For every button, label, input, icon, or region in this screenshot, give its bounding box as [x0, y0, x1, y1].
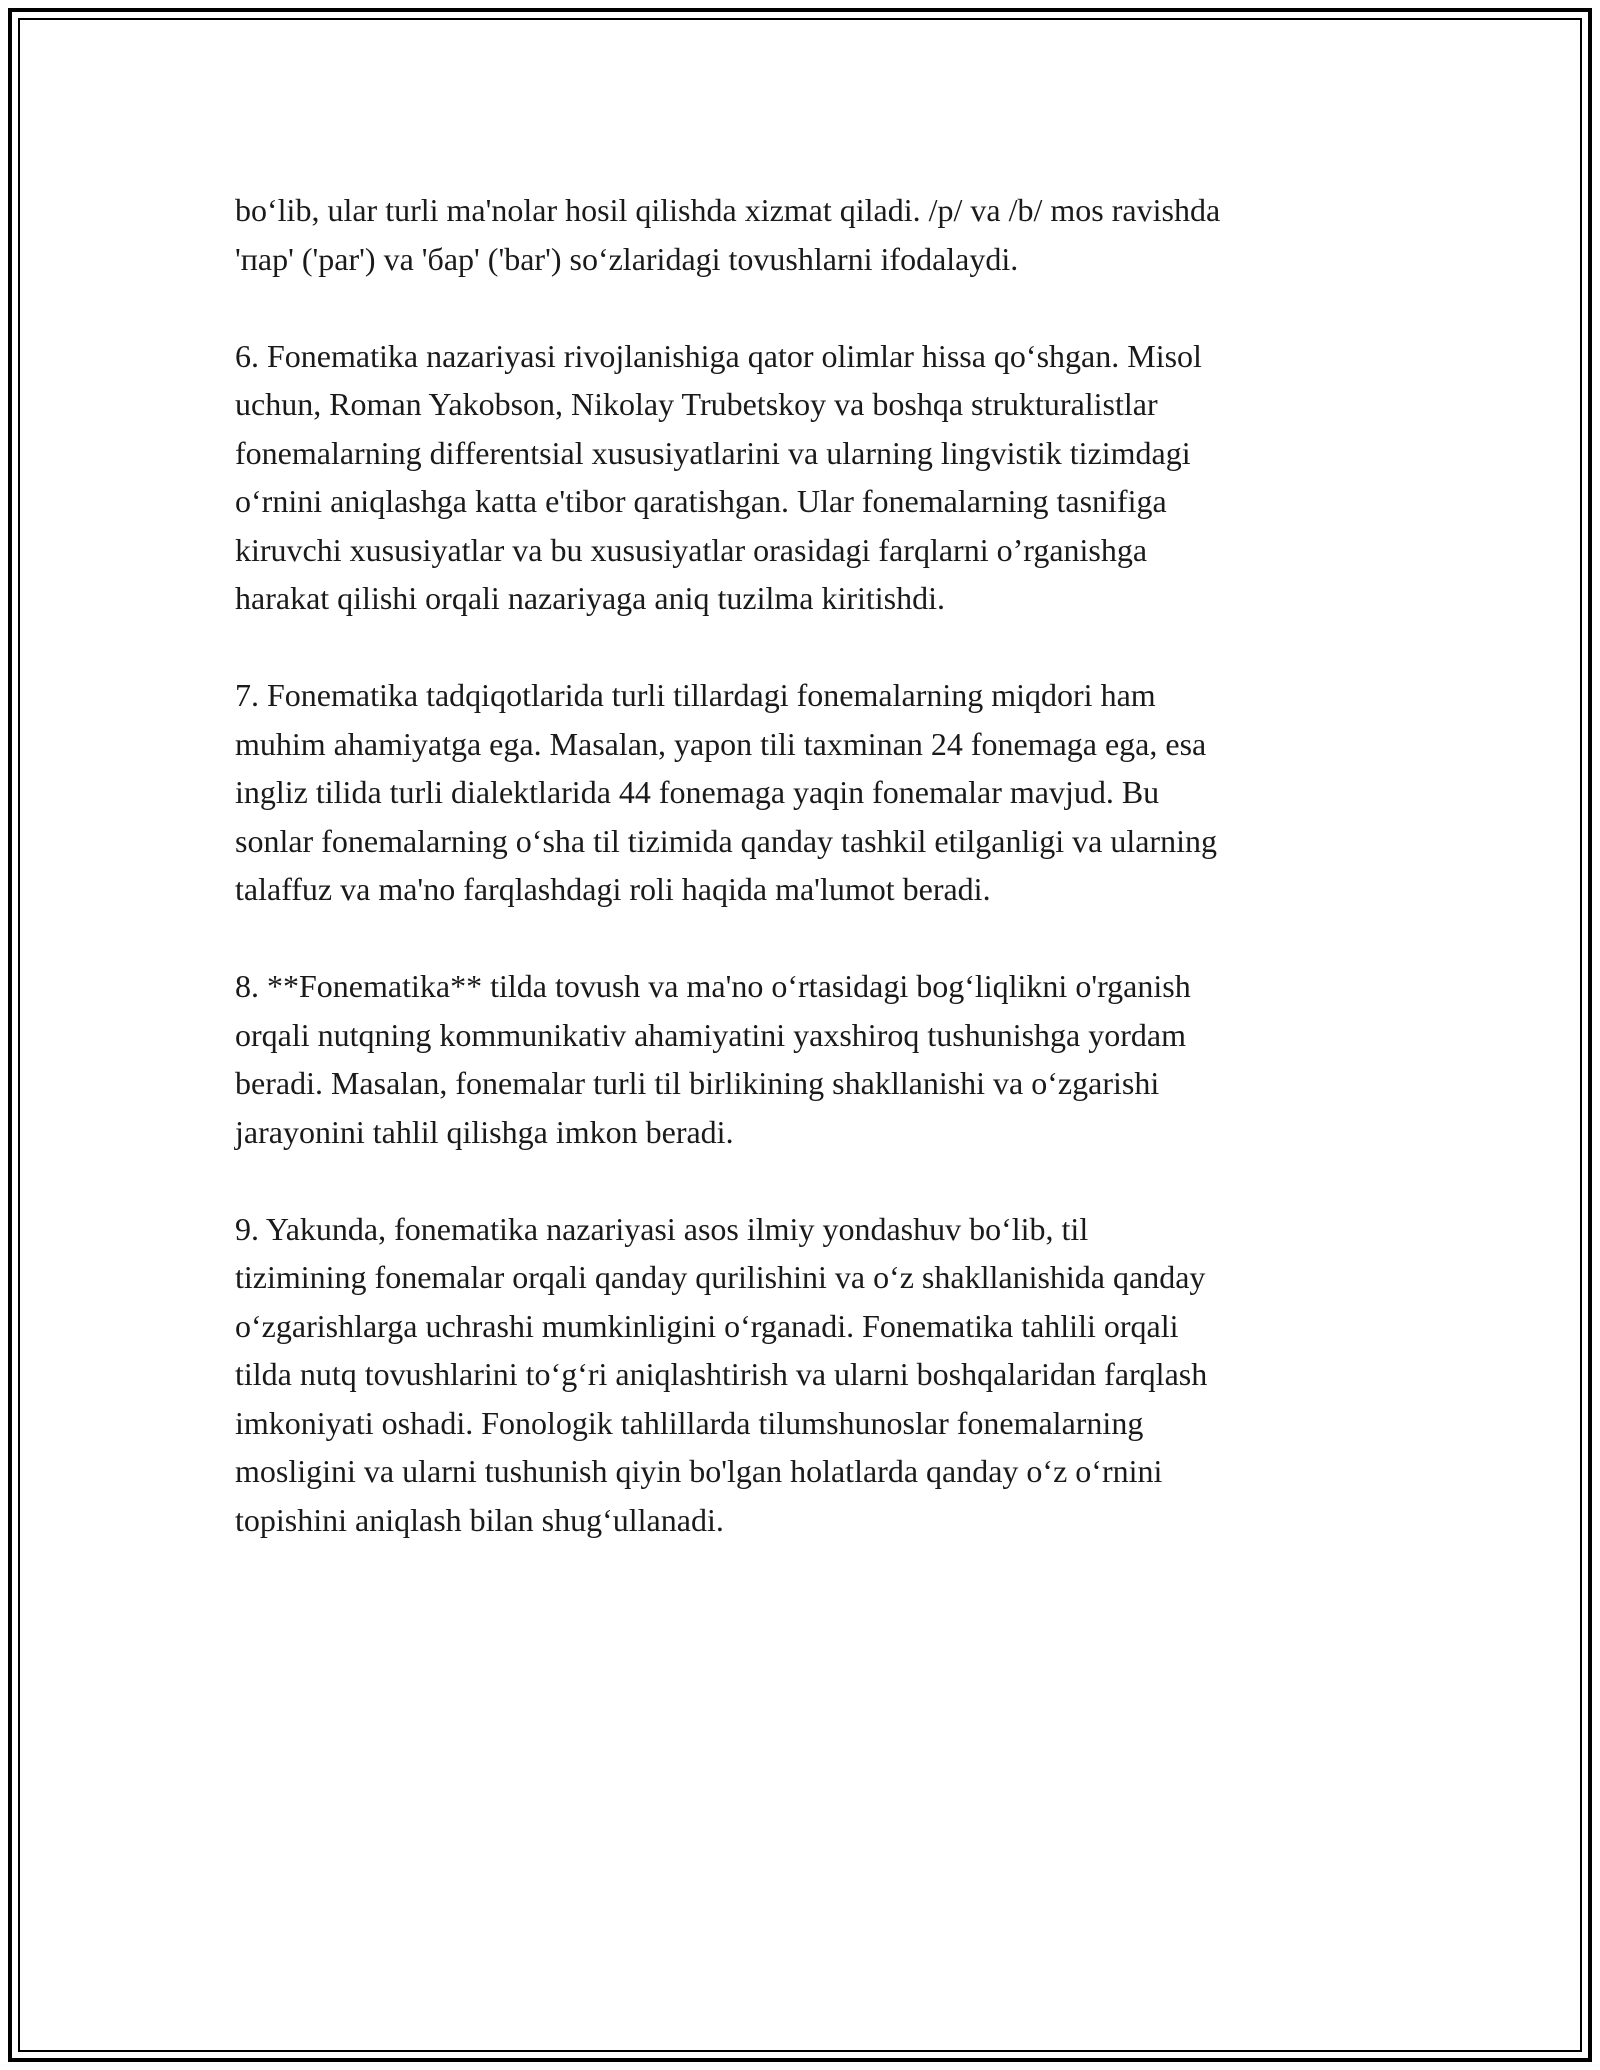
paragraph-6: 6. Fonematika nazariyasi rivojlanishiga qator olimlar hissa qo‘shgan. Misol uchun, Roman Yakobson, Nikolay Trubetskoy va boshqa strukturalistlar fonemalarning differentsial xususiyatlarini va ularning lingvistik tizimdagi o‘rnini aniqlashga katta e'tibor qaratishgan. Ular fonemalarning tasnifiga kiruvchi xususiyatlar va bu xususiyatlar orasidagi farqlarni o’rganishga harakat qilishi orqali nazariyaga aniq tuzilma kiritishdi.: [235, 337, 1202, 616]
paragraph-9: 9. Yakunda, fonematika nazariyasi asos ilmiy yondashuv bo‘lib, til tizimining fonemalar orqali qanday qurilishini va o‘z shakllanishida qanday o‘zgarishlarga uchrashi mumkinligini o‘rganadi. Fonematika tahlili orqali tilda nutq tovushlarini to‘g‘ri aniqlashtirish va ularni boshqalaridan farqlash imkoniyati oshadi. Fonologik tahlillarda tilumshunoslar fonemalarning mosligini va ularni tushunish qiyin bo'lgan holatlarda qanday o‘z o‘rnini topishini aniqlash bilan shug‘ullanadi.: [235, 1210, 1208, 1538]
document-body: [235, 186, 1385, 1593]
paragraph-8: 8. **Fonematika** tilda tovush va ma'no o‘rtasidagi bog‘liqlikni o'rganish orqali nutqning kommunikativ ahamiyatini yaxshiroq tushunishga yordam beradi. Masalan, fonemalar turli til birlikining shakllanishi va o‘zgarishi jarayonini tahlil qilishga imkon beradi.: [235, 968, 1191, 1150]
paragraph-7: 7. Fonematika tadqiqotlarida turli tillardagi fonemalarning miqdori ham muhim ahamiyatga ega. Masalan, yapon tili taxminan 24 fonemaga ega, esa ingliz tilida turli dialektlarida 44 fonemaga yaqin fonemalar mavjud. Bu sonlar fonemalarning o‘sha til tizimida qanday tashkil etilganligi va ularning talaffuz va ma'no farqlashdagi roli haqida ma'lumot beradi.: [235, 677, 1217, 907]
paragraph-continuation: bo‘lib, ular turli ma'nolar hosil qilishda xizmat qiladi. /p/ va /b/ mos ravishda 'пар' ('par') va 'бар' ('bar') so‘zlaridagi tovushlarni ifodalaydi.: [235, 192, 1221, 277]
